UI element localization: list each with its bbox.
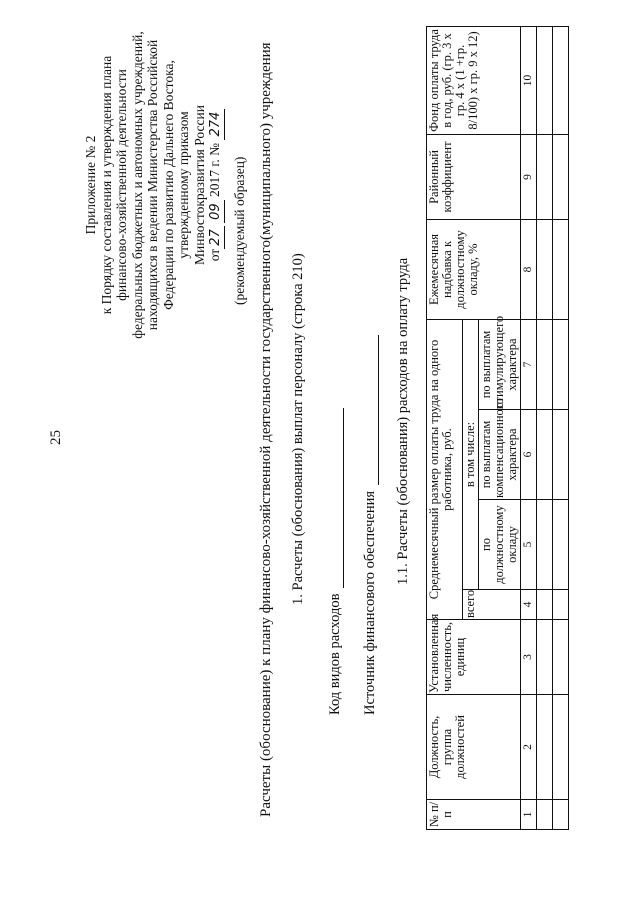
header-including: в том числе: bbox=[463, 319, 479, 589]
header-avg-salary: Среднемесячный размер оплаты труда на одного работника, руб. bbox=[427, 319, 463, 619]
column-number: 9 bbox=[521, 134, 537, 219]
table-cell[interactable] bbox=[553, 800, 569, 830]
table-cell[interactable] bbox=[537, 590, 553, 620]
table-cell[interactable] bbox=[553, 620, 569, 695]
page-number: 25 bbox=[48, 430, 64, 445]
column-number-row bbox=[521, 26, 537, 829]
column-number: 8 bbox=[521, 219, 537, 319]
header-position: Должность, группа должностей bbox=[427, 695, 521, 800]
recommended-sample-note: (рекомендуемый образец) bbox=[232, 156, 247, 305]
table-cell[interactable] bbox=[553, 500, 569, 590]
order-month: 09 bbox=[208, 200, 225, 223]
appendix-line: федеральных бюджетных и автономных учреждений, bbox=[129, 31, 145, 339]
salary-calculation-table bbox=[426, 26, 569, 830]
expense-code-blank[interactable] bbox=[329, 408, 344, 588]
table-cell[interactable] bbox=[537, 410, 553, 500]
column-number: 7 bbox=[521, 319, 537, 409]
table-cell[interactable] bbox=[553, 410, 569, 500]
column-number: 4 bbox=[521, 590, 537, 620]
expense-code-label: Код видов расходов bbox=[327, 593, 343, 715]
appendix-block bbox=[83, 25, 225, 345]
appendix-line: финансово-хозяйственной деятельности bbox=[114, 69, 129, 301]
table-cell[interactable] bbox=[537, 134, 553, 219]
table-cell[interactable] bbox=[537, 620, 553, 695]
order-year: 2017 г. № bbox=[207, 142, 222, 197]
table-row bbox=[553, 26, 569, 829]
header-total: всего bbox=[463, 590, 521, 620]
funding-source-label: Источник финансового обеспечения bbox=[362, 490, 378, 715]
order-number: 274 bbox=[208, 109, 225, 140]
table-cell[interactable] bbox=[537, 695, 553, 800]
table-cell[interactable] bbox=[553, 695, 569, 800]
document-title: Расчеты (обоснование) к плану финансово-хозяйственной деятельности государственного(муниципального) учреждения bbox=[258, 42, 274, 817]
appendix-title: Приложение № 2 bbox=[83, 135, 98, 235]
funding-source-field bbox=[362, 335, 379, 715]
section-1-heading: 1. Расчеты (обоснования) выплат персоналу (строка 210) bbox=[290, 253, 306, 605]
table-cell[interactable] bbox=[537, 319, 553, 409]
appendix-line: к Порядку составления и утверждения плана bbox=[98, 55, 114, 315]
table-cell[interactable] bbox=[553, 319, 569, 409]
expense-code-field bbox=[327, 408, 344, 715]
table-cell[interactable] bbox=[537, 800, 553, 830]
order-prefix: от bbox=[207, 248, 222, 262]
funding-source-blank[interactable] bbox=[364, 335, 379, 485]
table-cell[interactable] bbox=[537, 219, 553, 319]
table-cell[interactable] bbox=[537, 26, 553, 134]
table-cell[interactable] bbox=[553, 590, 569, 620]
column-number: 1 bbox=[521, 800, 537, 830]
appendix-line: утвержденному приказом bbox=[176, 111, 191, 259]
column-number: 6 bbox=[521, 410, 537, 500]
table-cell[interactable] bbox=[537, 500, 553, 590]
column-number: 3 bbox=[521, 620, 537, 695]
column-number: 2 bbox=[521, 695, 537, 800]
appendix-line: Федерации по развитию Дальнего Востока, bbox=[160, 60, 176, 310]
column-number: 10 bbox=[521, 26, 537, 134]
appendix-line: Минвостокразвития России bbox=[191, 105, 207, 265]
header-headcount: Установленная численность, единиц bbox=[427, 620, 521, 695]
column-number: 5 bbox=[521, 500, 537, 590]
table-cell[interactable] bbox=[553, 219, 569, 319]
header-regional-coefficient: Районный коэффициент bbox=[427, 134, 521, 219]
table-cell[interactable] bbox=[553, 26, 569, 134]
header-by-salary: по должностному окладу bbox=[479, 500, 521, 590]
order-day: 27 bbox=[208, 226, 225, 249]
header-monthly-bonus: Ежемесячная надбавка к должностному окладу, % bbox=[427, 219, 521, 319]
section-1-1-heading: 1.1. Расчеты (обоснования) расходов на оплату труда bbox=[395, 257, 411, 585]
header-incentive: по выплатам стимулирующего характера bbox=[479, 315, 519, 408]
table-row bbox=[537, 26, 553, 829]
header-compensation: по выплатам компенсационного характера bbox=[479, 398, 519, 498]
order-line bbox=[207, 25, 225, 345]
appendix-line: находящихся в ведении Министерства Российской bbox=[145, 39, 160, 331]
header-number: № п/п bbox=[427, 800, 521, 830]
table-cell[interactable] bbox=[553, 134, 569, 219]
header-payroll-fund: Фонд оплаты труда в год, руб. (гр. 3 х гр. 4 х (1 +гр. 8/100) х гр. 9 х 12) bbox=[427, 26, 521, 134]
